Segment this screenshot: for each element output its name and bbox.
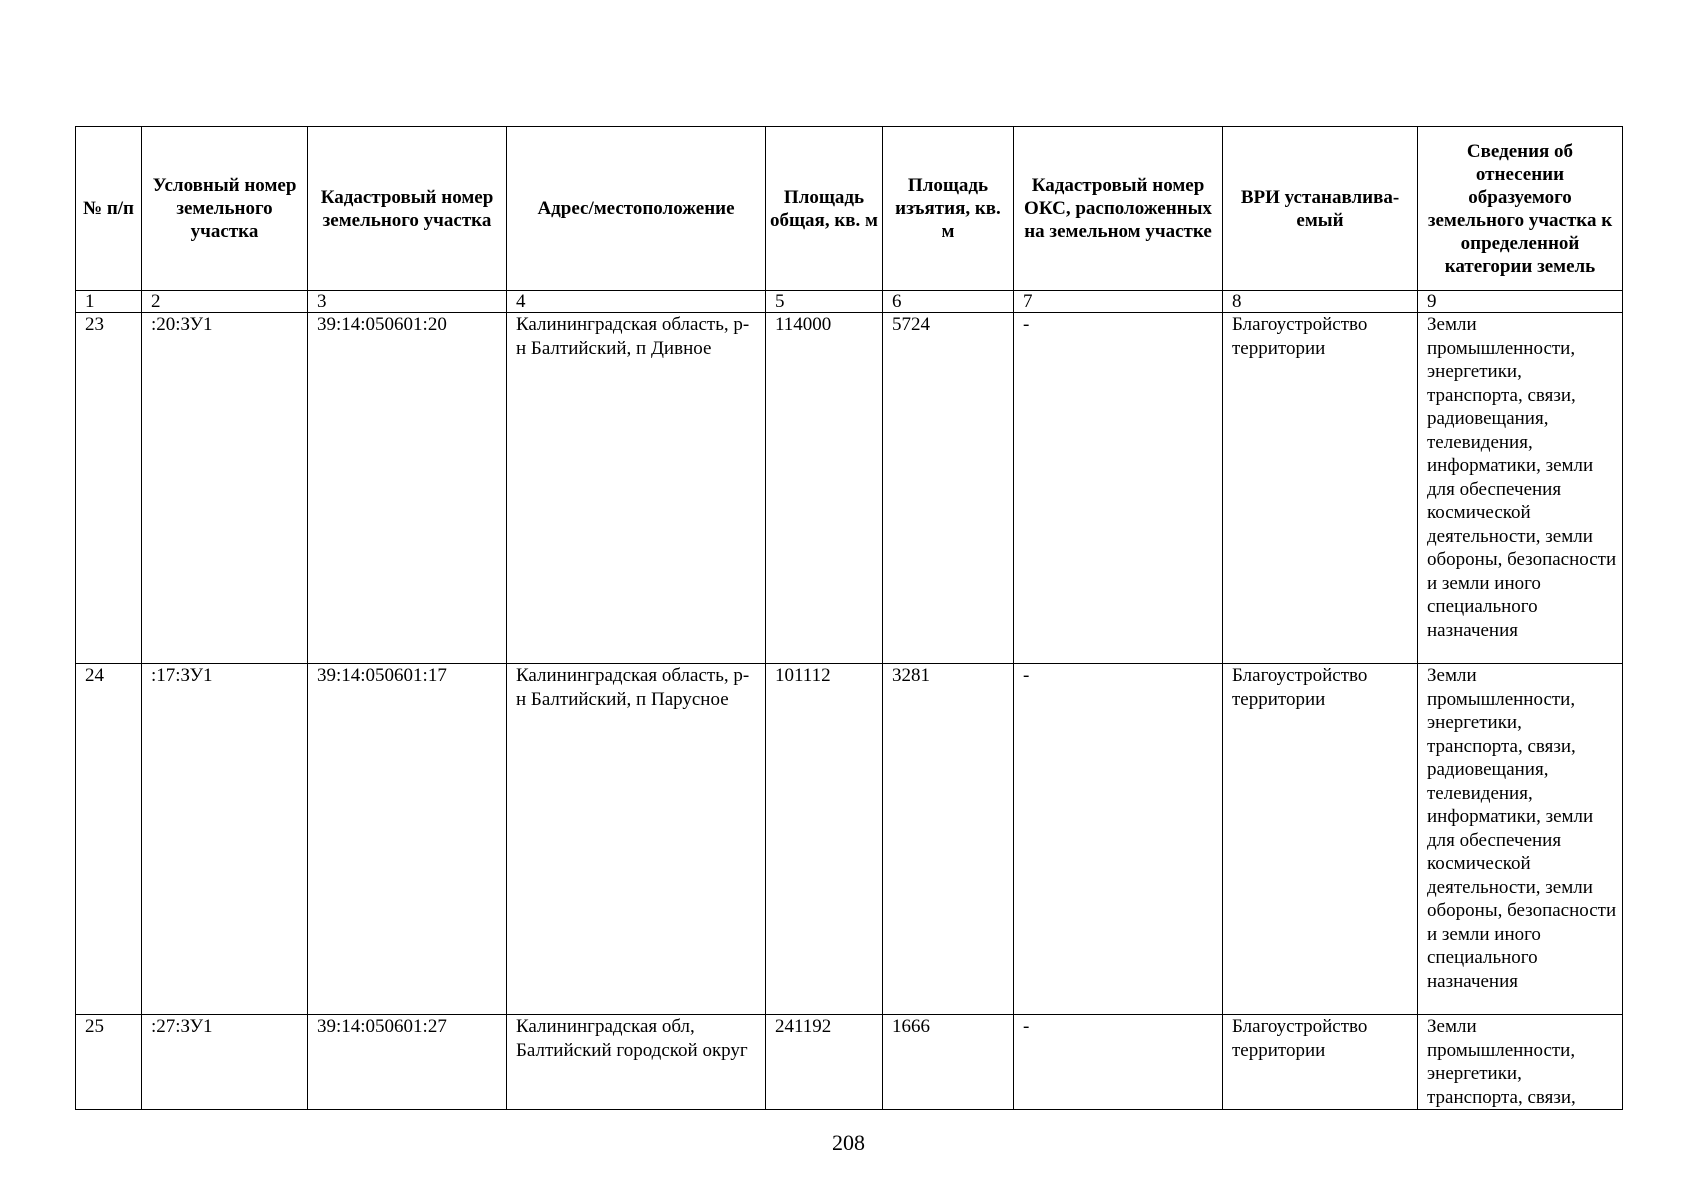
oks-cadastral-number: - <box>1014 313 1223 664</box>
header-land-category: Сведения об отнесении образуемого земельного участка к определенной категории земель <box>1418 127 1623 291</box>
header-row <box>76 127 1623 291</box>
area-seized: 3281 <box>883 664 1014 1015</box>
vri: Благоустройство территории <box>1223 1015 1418 1110</box>
area-seized: 1666 <box>883 1015 1014 1110</box>
header-number: № п/п <box>76 127 142 291</box>
header-conditional-number: Условный номер земельного участка <box>142 127 308 291</box>
cadastral-number: 39:14:050601:17 <box>308 664 507 1015</box>
oks-cadastral-number: - <box>1014 1015 1223 1110</box>
area-seized: 5724 <box>883 313 1014 664</box>
column-number: 2 <box>142 291 308 313</box>
column-number: 3 <box>308 291 507 313</box>
cadastral-number: 39:14:050601:20 <box>308 313 507 664</box>
header-vri: ВРИ устанавлива-емый <box>1223 127 1418 291</box>
land-category: Земли промышленности, энергетики, транспорта, связи, радиовещания, телевидения, информатики, земли для обеспечения космической деятельности, земли обороны, безопасности и земли иного специального назначения <box>1418 664 1623 1015</box>
column-number: 8 <box>1223 291 1418 313</box>
vri: Благоустройство территории <box>1223 313 1418 664</box>
row-number: 24 <box>76 664 142 1015</box>
table-row <box>76 313 1623 664</box>
column-number: 4 <box>507 291 766 313</box>
table-row <box>76 1015 1623 1110</box>
header-address: Адрес/местоположение <box>507 127 766 291</box>
oks-cadastral-number: - <box>1014 664 1223 1015</box>
cadastral-number: 39:14:050601:27 <box>308 1015 507 1110</box>
area-total: 101112 <box>766 664 883 1015</box>
column-number: 5 <box>766 291 883 313</box>
area-total: 114000 <box>766 313 883 664</box>
header-area-seized: Площадь изъятия, кв. м <box>883 127 1014 291</box>
column-number: 6 <box>883 291 1014 313</box>
land-category: Земли промышленности, энергетики, транспорта, связи, радиовещания, телевидения, информатики, земли для обеспечения космической деятельности, земли обороны, безопасности и земли иного специального назначения <box>1418 313 1623 664</box>
conditional-number: :20:ЗУ1 <box>142 313 308 664</box>
row-number: 23 <box>76 313 142 664</box>
conditional-number: :17:ЗУ1 <box>142 664 308 1015</box>
column-number-row <box>76 291 1623 313</box>
address: Калининградская область, р-н Балтийский, п Парусное <box>507 664 766 1015</box>
table-row <box>76 664 1623 1015</box>
land-category: Земли промышленности, энергетики, транспорта, связи, <box>1418 1015 1623 1110</box>
land-plots-table <box>75 126 1623 1110</box>
header-cadastral-number: Кадастровый номер земельного участка <box>308 127 507 291</box>
address: Калининградская обл, Балтийский городской округ <box>507 1015 766 1110</box>
address: Калининградская область, р-н Балтийский, п Дивное <box>507 313 766 664</box>
column-number: 9 <box>1418 291 1623 313</box>
column-number: 7 <box>1014 291 1223 313</box>
vri: Благоустройство территории <box>1223 664 1418 1015</box>
row-number: 25 <box>76 1015 142 1110</box>
page-number: 208 <box>832 1130 865 1155</box>
conditional-number: :27:ЗУ1 <box>142 1015 308 1110</box>
area-total: 241192 <box>766 1015 883 1110</box>
header-oks-cadastral-number: Кадастровый номер ОКС, расположенных на земельном участке <box>1014 127 1223 291</box>
column-number: 1 <box>76 291 142 313</box>
header-area-total: Площадь общая, кв. м <box>766 127 883 291</box>
